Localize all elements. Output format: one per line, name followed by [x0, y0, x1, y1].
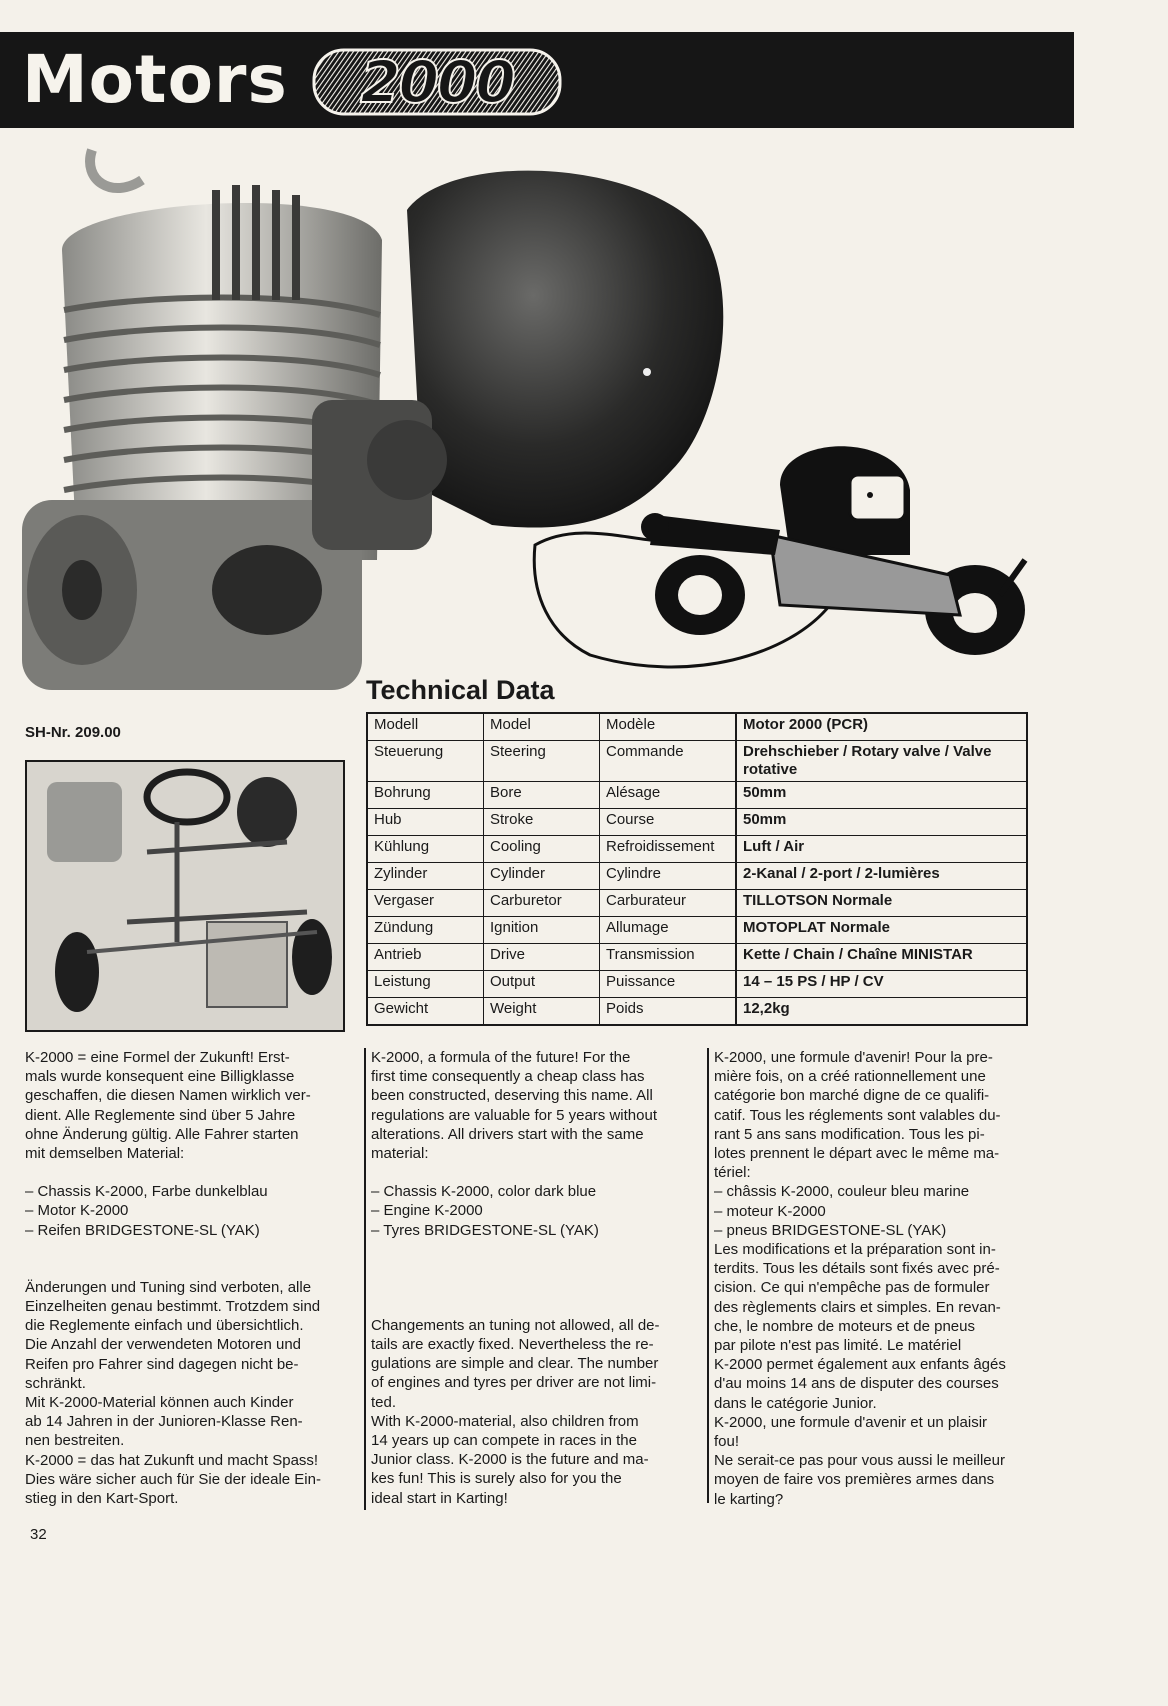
table-row: Vergaser Carburetor Carburateur TILLOTSON Normale	[367, 890, 1027, 917]
table-row: Hub Stroke Course 50mm	[367, 809, 1027, 836]
logo-2000	[312, 47, 562, 122]
table-row: Kühlung Cooling Refroidissement Luft / Air	[367, 836, 1027, 863]
french-text-column: K-2000, une formule d'avenir! Pour la pre- mière fois, on a créé rationnellement une catégorie bon marché digne de ce qualifi- catif. Tous les réglements sont valables du- rant 5 ans sans modification. Tous les pi- lotes prennent le départ avec le même ma- tériel: – châssis K-2000, couleur bleu marine – moteur K-2000 – pneus BRIDGESTONE-SL (YAK) Les modifications et la préparation sont in- terdits. Tous les détails sont fixés avec pré- cision. Ce qui n'empêche pas de formuler des règlements clairs et simples. En revan- che, le nombre de moteurs et de pneus par pilote n'est pas limité. Le matériel K-2000 permet également aux enfants âgés d'au moins 14 ans de disputer des courses dans le catégorie Junior. K-2000, une formule d'avenir et un plaisir fou! Ne serait-ce pas pour vous aussi le meilleur moyen de faire vos premières armes dans le karting?	[707, 1048, 1046, 1503]
technical-data-title: Technical Data	[366, 675, 555, 705]
table-row: Steuerung Steering Commande Drehschieber / Rotary valve / Valve rotative	[367, 741, 1027, 782]
technical-data-table	[366, 712, 1028, 1026]
page-title: Motors	[22, 41, 288, 118]
kart-photo	[25, 760, 345, 1032]
page-number: 32	[30, 1526, 47, 1543]
photo-caption: SH-Nr. 209.00	[25, 724, 121, 741]
english-text-column: K-2000, a formula of the future! For the first time consequently a cheap class has been constructed, deserving this name. All regulations are valuable for 5 years without alterations. All drivers start with the same material: – Chassis K-2000, color dark blue – Engine K-2000 – Tyres BRIDGESTONE-SL (YAK) Changements an tuning not allowed, all de- tails are exactly fixed. Nevertheless the re- gulations are simple and clear. The number of engines and tyres per driver are not limi- ted. With K-2000-material, also children from 14 years up can compete in races in the Junior class. K-2000 is the future and ma- kes fun! This is surely also for you the ideal start in Karting!	[364, 1048, 709, 1510]
table-row: Antrieb Drive Transmission Kette / Chain / Chaîne MINISTAR	[367, 944, 1027, 971]
table-row: Gewicht Weight Poids 12,2kg	[367, 998, 1027, 1026]
german-text-column: K-2000 = eine Formel der Zukunft! Erst- mals wurde konsequent eine Billigklasse geschaffen, die diesen Namen wirklich ver- dient. Alle Reglemente sind über 5 Jahre ohne Änderung gültig. Alle Fahrer starten mit demselben Material: – Chassis K-2000, Farbe dunkelblau – Motor K-2000 – Reifen BRIDGESTONE-SL (YAK) Änderungen und Tuning sind verboten, alle Einzelheiten genau bestimmt. Trotzdem sind die Reglemente einfach und übersichtlich. Die Anzahl der verwendeten Motoren und Reifen pro Fahrer sind dagegen nicht be- schränkt. Mit K-2000-Material können auch Kinder ab 14 Jahren in der Junioren-Klasse Ren- nen bestreiten. K-2000 = das hat Zukunft und macht Spass! Dies wäre sicher auch für Sie der ideale Ein- stieg in den Kart-Sport.	[25, 1049, 321, 1508]
table-row: Zylinder Cylinder Cylindre 2-Kanal / 2-port / 2-lumières	[367, 863, 1027, 890]
table-row: Bohrung Bore Alésage 50mm	[367, 782, 1027, 809]
table-row: Modell Model Modèle Motor 2000 (PCR)	[367, 713, 1027, 741]
table-row: Zündung Ignition Allumage MOTOPLAT Normale	[367, 917, 1027, 944]
cartoon-kart-driver	[530, 435, 1035, 695]
table-row: Leistung Output Puissance 14 – 15 PS / HP / CV	[367, 971, 1027, 998]
logo-text: 2000	[360, 48, 514, 116]
